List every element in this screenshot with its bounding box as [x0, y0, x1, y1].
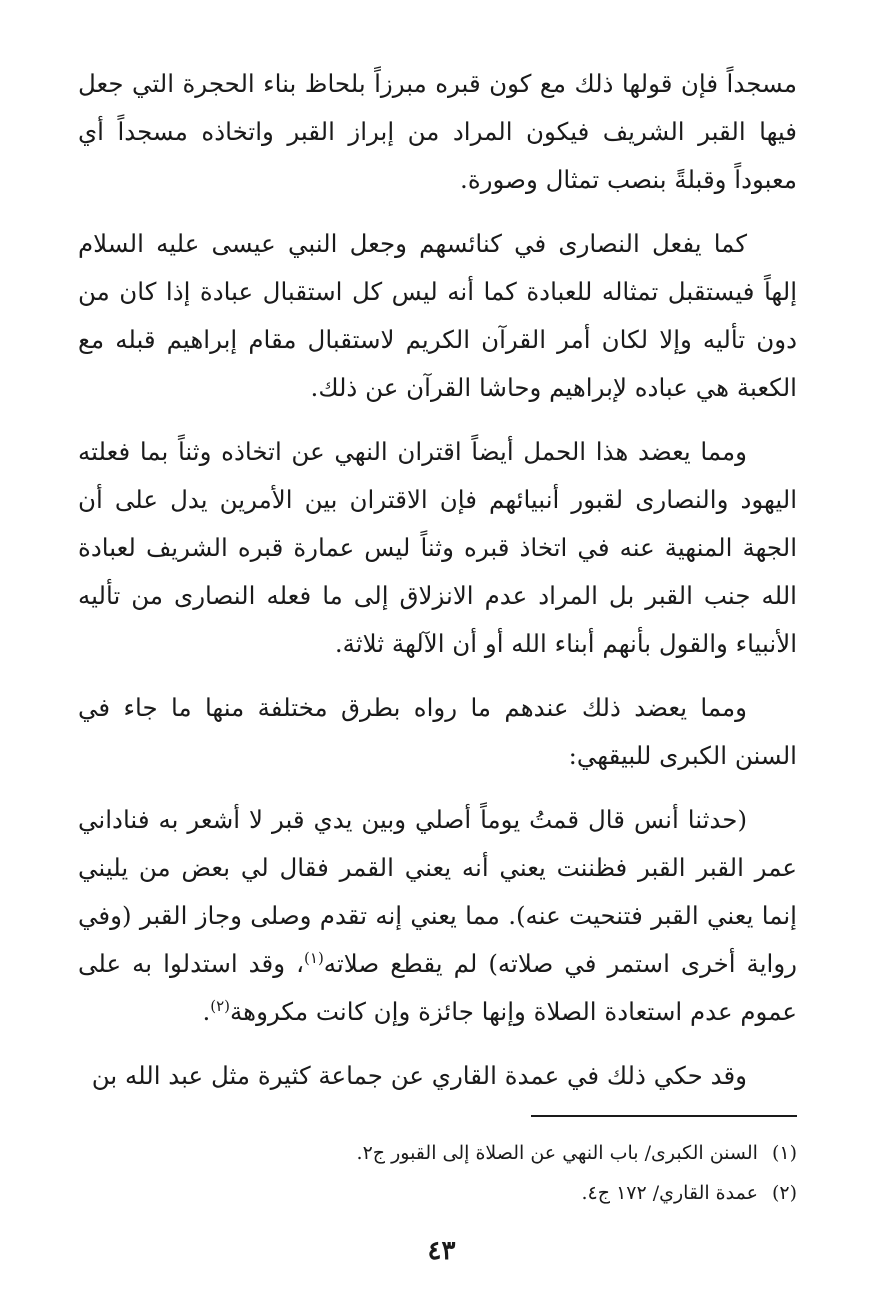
paragraph-4: ومما يعضد ذلك عندهم ما رواه بطرق مختلفة منها ما جاء في السنن الكبرى للبيقهي:	[78, 693, 797, 770]
footnote-number: (١)	[771, 1142, 797, 1164]
hadith-text-part2: ، وقد استدلوا به على عموم عدم استعادة الصلاة وإنها جائزة وإن كانت مكروهة	[78, 949, 797, 1026]
page-body	[78, 60, 797, 1116]
paragraph-last: وقد حكي ذلك في عمدة القاري عن جماعة كثيرة مثل عبد الله بن	[91, 1061, 747, 1090]
footnote-1	[78, 1133, 797, 1173]
hadith-text-part1: (حدثنا أنس قال قمتُ يوماً أصلي وبين يدي قبر لا أشعر به فناداني عمر القبر القبر فظننت يعني أنه يعني القمر فقال لي بعض من يليني إنما يعني القبر فتنحيت عنه). مما يعني إنه تقدم وصلى وجاز القبر (وفي رواية أخرى استمر في صلاته) لم يقطع صلاته	[78, 805, 797, 978]
hadith-text-part3: .	[202, 997, 211, 1026]
paragraph-2: كما يفعل النصارى في كنائسهم وجعل النبي عيسى عليه السلام إلهاً فيستقبل تمثاله للعبادة كما أنه ليس كل استقبال عبادة إذا كان من دون تأليه وإلا لكان أمر القرآن الكريم لاستقبال مقام إبراهيم قبله مع الكعبة هي عباده لإبراهيم وحاشا القرآن عن ذلك.	[78, 229, 797, 402]
footnote-number: (٢)	[771, 1182, 797, 1204]
footnote-ref-2[interactable]: (٢)	[210, 996, 231, 1015]
footnote-text: عمدة القاري/ ١٧٢ ج٤.	[581, 1182, 758, 1204]
page-number: ٤٣	[427, 1236, 456, 1266]
footnote-text: السنن الكبرى/ باب النهي عن الصلاة إلى القبور ج٢.	[356, 1142, 758, 1164]
paragraph-1: مسجداً فإن قولها ذلك مع كون قبره مبرزاً بلحاظ بناء الحجرة التي جعل فيها القبر الشريف فيكون المراد من إبراز القبر واتخاذه مسجداً أي معبوداً وقبلةً بنصب تمثال وصورة.	[78, 69, 797, 194]
paragraph-hadith	[78, 796, 797, 1036]
footnote-2	[78, 1173, 797, 1213]
paragraph-3: ومما يعضد هذا الحمل أيضاً اقتران النهي عن اتخاذه وثناً بما فعلته اليهود والنصارى لقبور أنبيائهم فإن الاقتران بين الأمرين يدل على أن الجهة المنهية عنه في اتخاذ قبره وثناً ليس عمارة قبره الشريف لعبادة الله جنب القبر بل المراد عدم الانزلاق إلى ما فعله النصارى من تأليه الأنبياء والقول بأنهم أبناء الله أو أن الآلهة ثلاثة.	[78, 437, 797, 658]
footnote-separator	[531, 1115, 797, 1117]
footnote-ref-1[interactable]: (١)	[304, 948, 324, 967]
footnotes	[78, 1133, 797, 1213]
